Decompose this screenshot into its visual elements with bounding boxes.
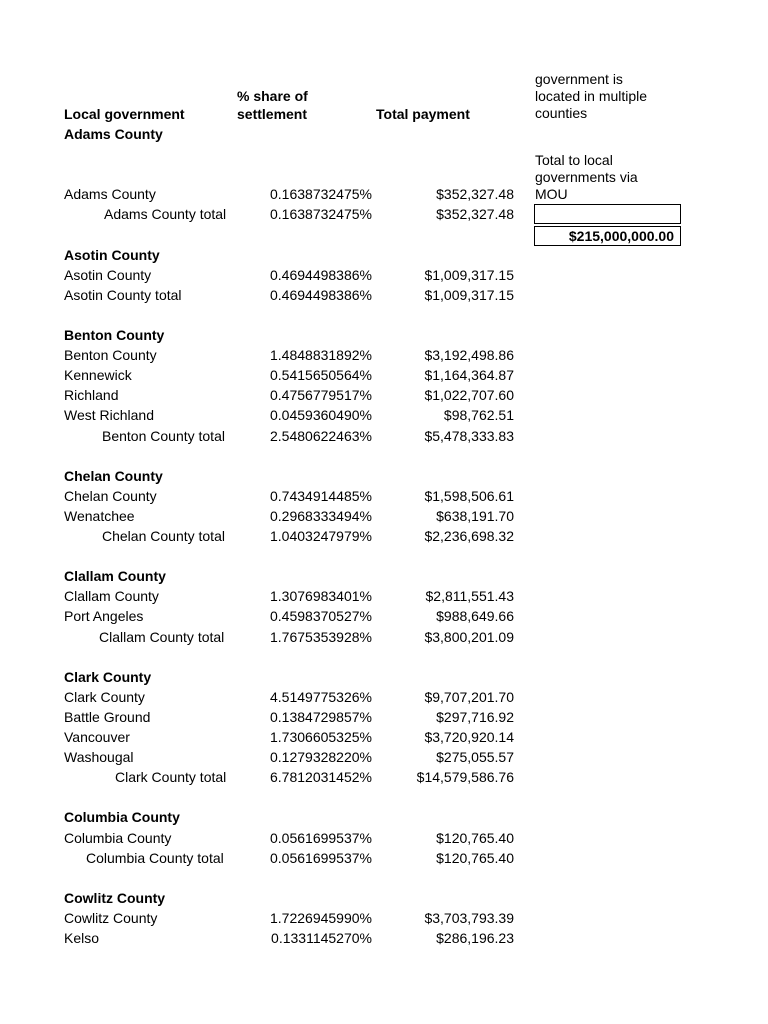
share-percent: 0.4694498386% [270, 287, 372, 303]
share-percent: 0.1638732475% [270, 206, 372, 222]
share-percent: 0.4756779517% [270, 387, 372, 403]
share-percent: 1.0403247979% [270, 528, 372, 544]
total-payment: $120,765.40 [436, 850, 514, 866]
total-payment: $120,765.40 [436, 830, 514, 846]
total-payment: $3,192,498.86 [424, 347, 514, 363]
note1-line2: located in multiple [535, 88, 648, 104]
government-name: West Richland [64, 407, 155, 423]
total-mou-box: $215,000,000.00 [534, 226, 681, 246]
total-payment: $638,191.70 [436, 508, 514, 524]
total-payment: $5,478,333.83 [424, 428, 514, 444]
note1-line3: counties [535, 105, 588, 121]
total-payment: $3,800,201.09 [424, 629, 514, 645]
total-payment: $1,009,317.15 [424, 287, 514, 303]
total-payment: $275,055.57 [436, 749, 514, 765]
total-payment: $1,598,506.61 [424, 488, 514, 504]
government-name: Chelan County [64, 488, 157, 504]
total-payment: $286,196.23 [436, 930, 514, 946]
note2-line2: governments via [535, 169, 638, 185]
share-percent: 1.4848831892% [270, 347, 372, 363]
government-name: Adams County [64, 186, 156, 202]
total-payment: $1,164,364.87 [424, 367, 514, 383]
share-header-line2: settlement [237, 106, 308, 122]
government-name: Asotin County total [64, 287, 182, 303]
government-name: Clark County [64, 689, 145, 705]
share-percent: 6.7812031452% [270, 769, 372, 785]
share-percent: 0.0459360490% [270, 407, 372, 423]
share-percent: 0.0561699537% [270, 850, 372, 866]
government-name: Columbia County [64, 830, 172, 846]
share-percent: 0.1638732475% [270, 186, 372, 202]
share-percent: 0.1384729857% [270, 709, 372, 725]
total-payment: $1,022,707.60 [424, 387, 514, 403]
share-percent: 1.3076983401% [270, 588, 372, 604]
government-name: Battle Ground [64, 709, 151, 725]
share-percent: 4.5149775326% [270, 689, 372, 705]
total-payment: $9,707,201.70 [424, 689, 514, 705]
total-payment: $14,579,586.76 [416, 769, 514, 785]
government-name: Kelso [64, 930, 100, 946]
total-payment: $2,811,551.43 [425, 588, 514, 604]
government-name: Asotin County [64, 267, 152, 283]
government-name: Port Angeles [64, 608, 144, 624]
share-percent: 1.7675353928% [270, 629, 372, 645]
total-payment-header: Total payment [376, 106, 470, 122]
share-percent: 0.4694498386% [270, 267, 372, 283]
note2-line3: MOU [535, 186, 568, 202]
county-total-label: Clark County total [115, 769, 227, 785]
share-header-line1: % share of [237, 88, 308, 104]
total-payment: $2,236,698.32 [424, 528, 514, 544]
government-name: Richland [64, 387, 119, 403]
government-name: Cowlitz County [64, 910, 158, 926]
county-total-label: Clallam County total [99, 629, 225, 645]
county-total-label: Chelan County total [102, 528, 225, 544]
government-name: Vancouver [64, 729, 130, 745]
total-payment: $988,649.66 [436, 608, 514, 624]
county-heading: Clark County [64, 669, 152, 685]
total-payment: $297,716.92 [436, 709, 514, 725]
share-percent: 0.2968333494% [270, 508, 372, 524]
government-name: Benton County [64, 347, 157, 363]
county-heading: Chelan County [64, 468, 163, 484]
share-percent: 0.7434914485% [270, 488, 372, 504]
total-payment: $352,327.48 [436, 186, 514, 202]
government-name: Wenatchee [64, 508, 135, 524]
share-percent: 0.4598370527% [270, 608, 372, 624]
county-heading: Clallam County [64, 568, 166, 584]
total-payment: $1,009,317.15 [424, 267, 514, 283]
county-heading: Adams County [64, 126, 163, 142]
government-name: Kennewick [64, 367, 132, 383]
share-percent: 0.1331145270% [271, 930, 372, 946]
total-payment: $3,720,920.14 [424, 729, 514, 745]
county-heading: Cowlitz County [64, 890, 166, 906]
share-percent: 0.5415650564% [270, 367, 372, 383]
note1-line1: government is [535, 71, 623, 87]
total-payment: $98,762.51 [443, 407, 514, 423]
share-percent: 0.0561699537% [270, 830, 372, 846]
total-payment: $3,703,793.39 [424, 910, 514, 926]
county-total-label: Columbia County total [86, 850, 224, 866]
local-government-header: Local government [64, 106, 185, 122]
county-heading: Asotin County [64, 247, 160, 263]
county-total-label: Adams County total [104, 206, 227, 222]
note2-line1: Total to local [535, 152, 613, 168]
share-percent: 2.5480622463% [270, 428, 372, 444]
share-percent: 0.1279328220% [270, 749, 372, 765]
share-percent: 1.7306605325% [270, 729, 372, 745]
county-heading: Columbia County [64, 809, 180, 825]
county-heading: Benton County [64, 327, 165, 343]
county-total-label: Benton County total [102, 428, 225, 444]
share-percent: 1.7226945990% [270, 910, 372, 926]
government-name: Clallam County [64, 588, 159, 604]
total-payment: $352,327.48 [436, 206, 514, 222]
government-name: Washougal [64, 749, 134, 765]
